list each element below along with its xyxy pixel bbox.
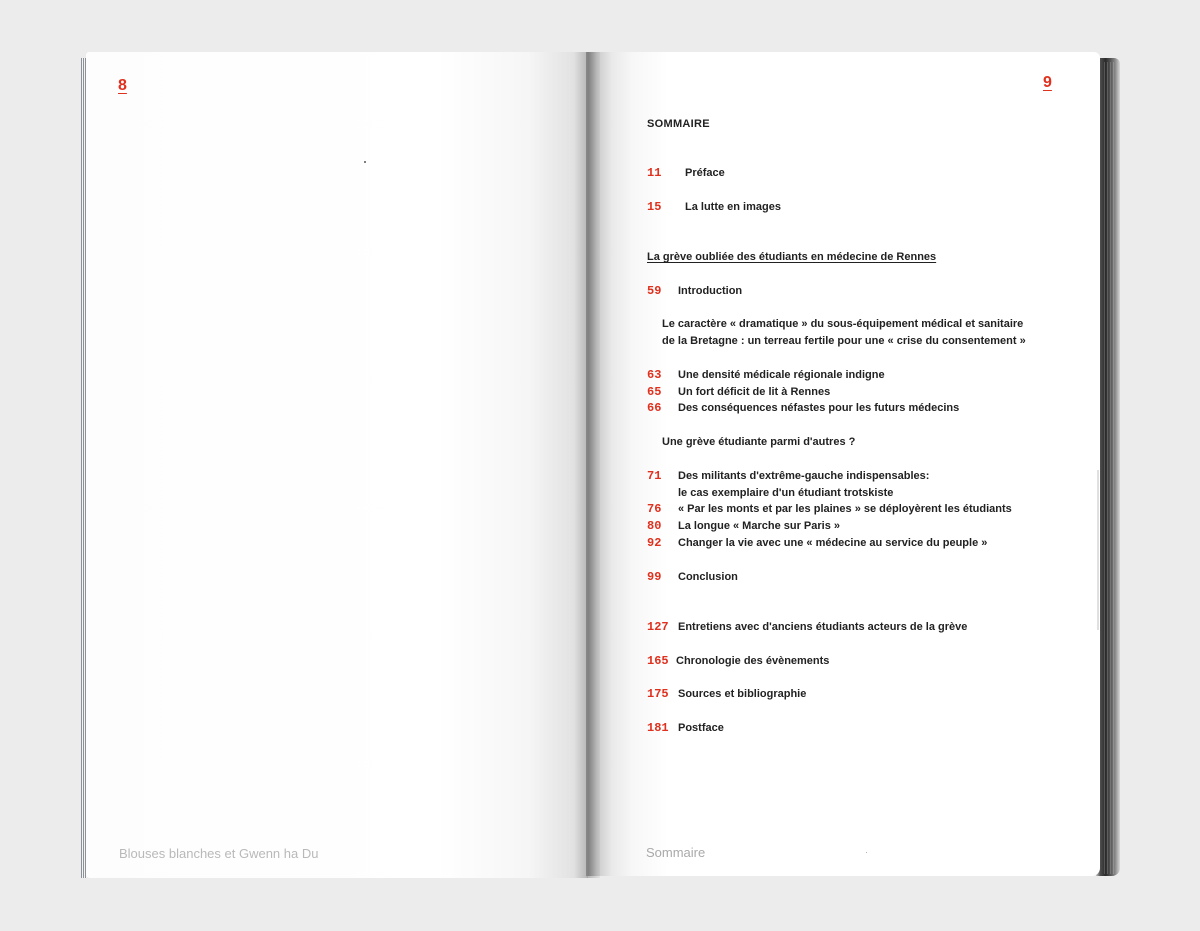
toc-entry <box>647 384 1047 401</box>
toc-entry <box>647 518 1047 535</box>
toc-entry-title: La lutte en images <box>685 201 781 213</box>
right-running-foot: Sommaire <box>646 845 706 860</box>
right-page-edge-lines <box>1104 62 1116 874</box>
toc-page-number: 59 <box>647 284 662 298</box>
right-page-number: 9 <box>1043 74 1052 91</box>
left-page-number: 8 <box>118 77 127 94</box>
toc-entry-title: Chronologie des évènements <box>676 655 830 667</box>
toc-subheading-line2: de la Bretagne : un terreau fertile pour une « crise du consentement » <box>662 335 1026 347</box>
toc-page-number: 63 <box>647 368 662 382</box>
toc-page-number: 175 <box>647 687 669 701</box>
toc-entry-title: Des conséquences néfastes pour les futurs médecins <box>678 402 960 414</box>
toc-page-number: 181 <box>647 721 669 735</box>
toc-heading: SOMMAIRE <box>647 118 710 130</box>
toc-page-number: 165 <box>647 654 669 668</box>
toc-entry-title: Des militants d'extrême-gauche indispensables: <box>678 470 930 482</box>
toc-page-number: 76 <box>647 502 662 516</box>
toc-entry-title-line2: le cas exemplaire d'un étudiant trotskiste <box>678 487 894 499</box>
toc-section-title: La grève oubliée des étudiants en médecine de Rennes <box>647 251 937 263</box>
toc-page-number: 66 <box>647 401 662 415</box>
toc-entry <box>647 686 1047 703</box>
toc-entry <box>647 165 1047 182</box>
toc-entry <box>647 720 1047 737</box>
toc-entry <box>647 653 1047 670</box>
toc-entry <box>647 468 1047 502</box>
toc-entry-title: La longue « Marche sur Paris » <box>678 520 841 532</box>
left-page <box>86 52 588 878</box>
toc-page-number: 15 <box>647 200 662 214</box>
toc-entry <box>647 199 1047 216</box>
toc-entry-title: Changer la vie avec une « médecine au service du peuple » <box>678 537 988 549</box>
toc-page-number: 80 <box>647 519 662 533</box>
toc-subheading: Une grève étudiante parmi d'autres ? <box>662 436 856 448</box>
toc-entry <box>647 367 1047 384</box>
toc-page-number: 99 <box>647 570 662 584</box>
toc-entry-title: Introduction <box>678 285 743 297</box>
paper-speck <box>866 852 867 853</box>
toc-page-number: 71 <box>647 469 662 483</box>
toc-entry-title: Conclusion <box>678 571 738 583</box>
toc-entry <box>647 400 1047 417</box>
toc-entry-title: Entretiens avec d'anciens étudiants acteurs de la grève <box>678 621 968 633</box>
toc-page-number: 92 <box>647 536 662 550</box>
toc-page-number: 127 <box>647 620 669 634</box>
toc-page-number: 11 <box>647 166 662 180</box>
paper-speck <box>364 161 366 163</box>
toc-entry-title: Préface <box>685 167 725 179</box>
toc-subheading: Le caractère « dramatique » du sous-équipement médical et sanitaire <box>662 318 1024 330</box>
toc-entry-title: Un fort déficit de lit à Rennes <box>678 386 831 398</box>
left-running-foot: Blouses blanches et Gwenn ha Du <box>119 846 319 861</box>
gutter-shadow <box>574 52 600 878</box>
toc-entry <box>647 501 1047 518</box>
toc-entry-title: Postface <box>678 722 724 734</box>
toc-entry-title: Sources et bibliographie <box>678 688 807 700</box>
toc-entry <box>647 535 1047 552</box>
toc-entry-title: « Par les monts et par les plaines » se déployèrent les étudiants <box>678 503 1012 515</box>
toc-page-number: 65 <box>647 385 662 399</box>
toc-entry-title: Une densité médicale régionale indigne <box>678 369 885 381</box>
toc-entry <box>647 619 1047 636</box>
toc-entry <box>647 569 1047 586</box>
page-crease <box>1097 470 1099 630</box>
toc-entry <box>647 283 1047 300</box>
